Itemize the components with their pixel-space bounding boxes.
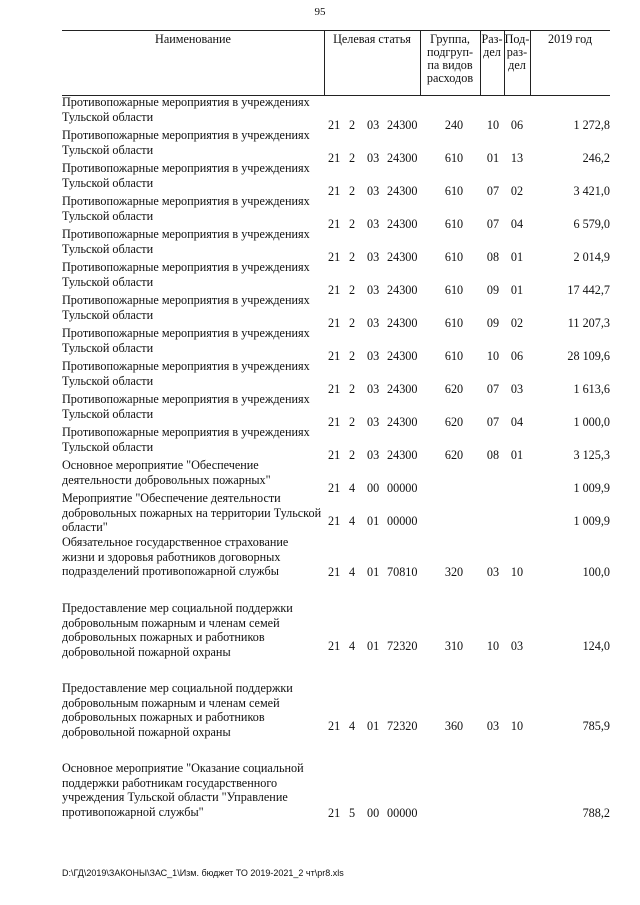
- code-subprogram: 4: [349, 565, 356, 579]
- code-program: 21: [328, 118, 341, 132]
- amount-2019: 3 125,3: [573, 448, 610, 462]
- code-event: 03: [367, 118, 380, 132]
- code-program: 21: [328, 806, 341, 820]
- section-code: 07: [486, 382, 500, 396]
- table-row: [62, 601, 610, 661]
- subsection-code: 10: [510, 565, 524, 579]
- code-subprogram: 2: [349, 151, 356, 165]
- code-direction: 24300: [387, 250, 418, 264]
- expense-group: 610: [444, 316, 464, 330]
- code-subprogram: 2: [349, 118, 356, 132]
- code-program: 21: [328, 719, 341, 733]
- amount-2019: 246,2: [582, 151, 610, 165]
- row-name: Противопожарные мероприятия в учреждениях Тульской области: [62, 227, 310, 256]
- code-direction: 24300: [387, 448, 418, 462]
- code-subprogram: 2: [349, 448, 356, 462]
- row-name: Противопожарные мероприятия в учреждениях Тульской области: [62, 194, 310, 223]
- code-direction: 72320: [387, 639, 418, 653]
- code-subprogram: 2: [349, 415, 356, 429]
- table-row: [62, 392, 610, 429]
- amount-2019: 1 009,9: [573, 514, 610, 528]
- subsection-code: 02: [510, 316, 524, 330]
- row-name: Противопожарные мероприятия в учреждениях Тульской области: [62, 425, 310, 454]
- section-code: 08: [486, 250, 500, 264]
- row-name: Основное мероприятие "Обеспечение деятельности добровольных пожарных": [62, 458, 271, 487]
- code-program: 21: [328, 250, 341, 264]
- code-direction: 24300: [387, 118, 418, 132]
- section-code: 07: [486, 415, 500, 429]
- expense-group: 310: [444, 639, 464, 653]
- code-subprogram: 2: [349, 217, 356, 231]
- subsection-code: 06: [510, 349, 524, 363]
- expense-group: 610: [444, 250, 464, 264]
- expense-group: 620: [444, 448, 464, 462]
- code-program: 21: [328, 448, 341, 462]
- file-path: D:\ГД\2019\ЗАКОНЫ\ЗАС_1\Изм. бюджет ТО 2019-2021_2 чт\pr8.xls: [62, 868, 344, 878]
- code-program: 21: [328, 316, 341, 330]
- code-direction: 24300: [387, 382, 418, 396]
- code-subprogram: 4: [349, 514, 356, 528]
- row-name: Противопожарные мероприятия в учреждениях Тульской области: [62, 326, 310, 355]
- amount-2019: 788,2: [582, 806, 610, 820]
- row-name: Противопожарные мероприятия в учреждениях Тульской области: [62, 359, 310, 388]
- code-direction: 24300: [387, 217, 418, 231]
- code-direction: 24300: [387, 415, 418, 429]
- amount-2019: 100,0: [582, 565, 610, 579]
- code-event: 03: [367, 184, 380, 198]
- code-program: 21: [328, 481, 341, 495]
- code-program: 21: [328, 349, 341, 363]
- section-code: 07: [486, 217, 500, 231]
- table-row: [62, 681, 610, 741]
- expense-group: 610: [444, 184, 464, 198]
- row-name: Обязательное государственное страхование жизни и здоровья работников договорных подразделений противопожарной службы: [62, 535, 289, 578]
- code-program: 21: [328, 639, 341, 653]
- table-row: [62, 458, 610, 495]
- row-name: Основное мероприятие "Оказание социальной поддержки работникам государственного учреждения Тульской области "Управление противопожарной службы": [62, 761, 304, 819]
- row-name: Противопожарные мероприятия в учреждениях Тульской области: [62, 128, 310, 157]
- expense-group: 610: [444, 217, 464, 231]
- subsection-code: 03: [510, 382, 524, 396]
- header-name: Наименование: [155, 32, 231, 46]
- header-group: Группа, подгруп- па видов расходов: [426, 32, 474, 85]
- code-direction: 72320: [387, 719, 418, 733]
- code-subprogram: 2: [349, 316, 356, 330]
- subsection-code: 04: [510, 415, 524, 429]
- row-name: Предоставление мер социальной поддержки добровольным пожарным и членам семей добровольных пожарных и работников добровольной пожарной охраны: [62, 681, 293, 739]
- expense-group: 610: [444, 151, 464, 165]
- amount-2019: 1 613,6: [573, 382, 610, 396]
- code-direction: 00000: [387, 806, 418, 820]
- code-direction: 24300: [387, 151, 418, 165]
- table-row: [62, 761, 610, 821]
- expense-group: 610: [444, 283, 464, 297]
- code-subprogram: 4: [349, 481, 356, 495]
- section-code: 01: [486, 151, 500, 165]
- row-name: Противопожарные мероприятия в учреждениях Тульской области: [62, 260, 310, 289]
- subsection-code: 01: [510, 283, 524, 297]
- code-program: 21: [328, 565, 341, 579]
- subsection-code: 10: [510, 719, 524, 733]
- code-direction: 24300: [387, 349, 418, 363]
- row-name: Противопожарные мероприятия в учреждениях Тульской области: [62, 161, 310, 190]
- table-row: [62, 128, 610, 165]
- code-direction: 70810: [387, 565, 418, 579]
- section-code: 09: [486, 316, 500, 330]
- table-row: [62, 425, 610, 462]
- subsection-code: 13: [510, 151, 524, 165]
- row-name: Мероприятие "Обеспечение деятельности добровольных пожарных на территории Тульской области": [62, 491, 322, 534]
- subsection-code: 06: [510, 118, 524, 132]
- section-code: 03: [486, 565, 500, 579]
- code-subprogram: 2: [349, 250, 356, 264]
- amount-2019: 1 000,0: [573, 415, 610, 429]
- table-row: [62, 535, 610, 580]
- amount-2019: 1 272,8: [573, 118, 610, 132]
- section-code: 10: [486, 349, 500, 363]
- header-subsection: Под- раз- дел: [504, 32, 530, 72]
- subsection-code: 01: [510, 448, 524, 462]
- code-direction: 24300: [387, 184, 418, 198]
- code-program: 21: [328, 151, 341, 165]
- table-row: [62, 359, 610, 396]
- table-row: [62, 326, 610, 363]
- row-name: Противопожарные мероприятия в учреждениях Тульской области: [62, 95, 310, 124]
- expense-group: 620: [444, 415, 464, 429]
- expense-group: 360: [444, 719, 464, 733]
- amount-2019: 124,0: [582, 639, 610, 653]
- code-program: 21: [328, 217, 341, 231]
- code-program: 21: [328, 184, 341, 198]
- code-direction: 24300: [387, 283, 418, 297]
- code-event: 01: [367, 719, 380, 733]
- section-code: 10: [486, 639, 500, 653]
- code-event: 03: [367, 349, 380, 363]
- section-code: 09: [486, 283, 500, 297]
- table-row: [62, 161, 610, 198]
- budget-table: [62, 30, 610, 820]
- code-direction: 24300: [387, 316, 418, 330]
- subsection-code: 02: [510, 184, 524, 198]
- section-code: 03: [486, 719, 500, 733]
- expense-group: 320: [444, 565, 464, 579]
- page-number: 95: [314, 6, 326, 18]
- code-event: 03: [367, 250, 380, 264]
- subsection-code: 04: [510, 217, 524, 231]
- amount-2019: 17 442,7: [567, 283, 610, 297]
- code-event: 01: [367, 639, 380, 653]
- code-event: 01: [367, 514, 380, 528]
- code-event: 03: [367, 415, 380, 429]
- amount-2019: 3 421,0: [573, 184, 610, 198]
- row-name: Противопожарные мероприятия в учреждениях Тульской области: [62, 392, 310, 421]
- amount-2019: 28 109,6: [567, 349, 610, 363]
- table-row: [62, 260, 610, 297]
- code-subprogram: 2: [349, 349, 356, 363]
- header-target: Целевая статья: [333, 32, 411, 46]
- table-row: [62, 293, 610, 330]
- table-header: [62, 30, 610, 96]
- amount-2019: 785,9: [582, 719, 610, 733]
- code-event: 00: [367, 806, 380, 820]
- row-name: Предоставление мер социальной поддержки добровольным пожарным и членам семей добровольных пожарных и работников добровольной пожарной охраны: [62, 601, 293, 659]
- code-subprogram: 4: [349, 639, 356, 653]
- amount-2019: 1 009,9: [573, 481, 610, 495]
- row-name: Противопожарные мероприятия в учреждениях Тульской области: [62, 293, 310, 322]
- code-subprogram: 5: [349, 806, 356, 820]
- code-subprogram: 2: [349, 184, 356, 198]
- expense-group: 620: [444, 382, 464, 396]
- expense-group: 240: [444, 118, 464, 132]
- code-event: 03: [367, 283, 380, 297]
- code-program: 21: [328, 382, 341, 396]
- code-event: 03: [367, 217, 380, 231]
- subsection-code: 01: [510, 250, 524, 264]
- header-section: Раз- дел: [481, 32, 503, 59]
- table-row: [62, 95, 610, 132]
- header-year: 2019 год: [547, 32, 593, 46]
- subsection-code: 03: [510, 639, 524, 653]
- code-subprogram: 4: [349, 719, 356, 733]
- table-row: [62, 194, 610, 231]
- code-event: 03: [367, 382, 380, 396]
- section-code: 10: [486, 118, 500, 132]
- expense-group: 610: [444, 349, 464, 363]
- table-row: [62, 227, 610, 264]
- code-event: 00: [367, 481, 380, 495]
- code-event: 01: [367, 565, 380, 579]
- amount-2019: 2 014,9: [573, 250, 610, 264]
- code-program: 21: [328, 415, 341, 429]
- code-event: 03: [367, 316, 380, 330]
- table-row: [62, 491, 610, 536]
- code-program: 21: [328, 283, 341, 297]
- code-subprogram: 2: [349, 283, 356, 297]
- amount-2019: 6 579,0: [573, 217, 610, 231]
- code-event: 03: [367, 151, 380, 165]
- section-code: 07: [486, 184, 500, 198]
- code-subprogram: 2: [349, 382, 356, 396]
- section-code: 08: [486, 448, 500, 462]
- code-direction: 00000: [387, 514, 418, 528]
- amount-2019: 11 207,3: [567, 316, 610, 330]
- code-program: 21: [328, 514, 341, 528]
- code-direction: 00000: [387, 481, 418, 495]
- code-event: 03: [367, 448, 380, 462]
